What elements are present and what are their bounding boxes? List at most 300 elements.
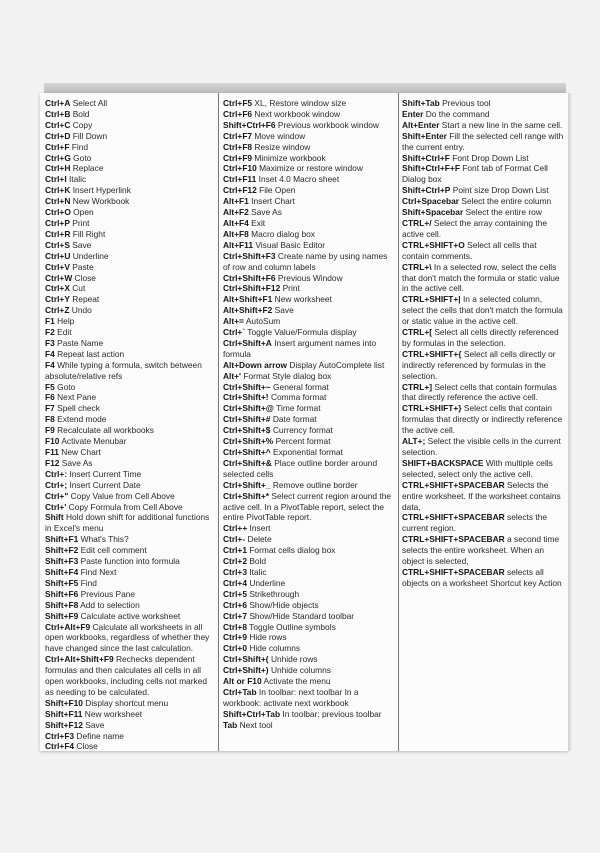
shortcut-key: Ctrl+Shift+F6 — [223, 272, 276, 283]
shortcut-description: Unhide columns — [270, 665, 331, 676]
shortcut-key: Shift+Ctrl+Tab — [223, 708, 281, 719]
shortcut-entry — [223, 305, 395, 316]
shortcut-description: Percent format — [275, 436, 331, 447]
shortcut-key: Alt+F8 — [223, 228, 249, 239]
shortcut-key: Ctrl+Tab — [223, 686, 257, 697]
shortcut-entry — [223, 392, 395, 403]
shortcut-key: Alt+F1 — [223, 196, 249, 207]
shortcut-description: AutoSum — [245, 316, 281, 327]
shortcut-key: Ctrl+0 — [223, 643, 247, 654]
shortcut-key: Alt+F2 — [223, 207, 249, 218]
shortcut-entry — [45, 512, 215, 534]
shortcut-entry — [223, 425, 395, 436]
shortcut-key: Shift+F8 — [45, 599, 79, 610]
shortcut-entry — [223, 545, 395, 556]
shortcut-description: Remove outline border — [272, 479, 358, 490]
shortcut-entry — [45, 480, 215, 491]
shortcut-description: Activate the menu — [263, 676, 331, 687]
shortcut-key: Ctrl+Shift+A — [223, 337, 272, 348]
shortcut-description: Font Drop Down List — [452, 152, 529, 163]
shortcut-entry — [45, 720, 215, 731]
shortcut-description: Underline — [72, 250, 109, 261]
shortcut-entry — [223, 567, 395, 578]
shortcut-description: Next workbook window — [254, 108, 341, 119]
shortcut-key: CTRL+SHIFT+} — [402, 403, 462, 414]
shortcut-entry — [45, 305, 215, 316]
shortcut-entry — [45, 425, 215, 436]
shortcut-entry — [402, 458, 565, 480]
shortcut-key: F10 — [45, 436, 60, 447]
shortcut-key: Ctrl+: — [45, 468, 68, 479]
shortcut-key: Ctrl+2 — [223, 556, 247, 567]
shortcut-description: New Workbook — [72, 196, 130, 207]
shortcut-key: Alt+Down arrow — [223, 359, 287, 370]
shortcut-description: Place outline border around selected cells — [223, 457, 378, 479]
shortcut-key: Ctrl+B — [45, 108, 71, 119]
shortcut-entry — [45, 142, 215, 153]
shortcut-key: Ctrl+K — [45, 185, 71, 196]
shortcut-description: Exponential format — [273, 447, 343, 457]
shortcut-description: Goto — [73, 152, 92, 163]
shortcut-entry — [402, 534, 565, 567]
shortcut-entry — [402, 185, 565, 196]
shortcut-entry — [223, 523, 395, 534]
shortcut-description: Format cells dialog box — [249, 545, 336, 556]
shortcut-description: Exit — [251, 217, 266, 228]
shortcut-key: Enter — [402, 108, 424, 119]
shortcut-key: Ctrl+F9 — [223, 152, 253, 163]
shortcut-key: Ctrl+F4 — [45, 741, 75, 751]
shortcut-entry — [45, 469, 215, 480]
shortcut-description: Minimize workbook — [254, 152, 326, 163]
shortcut-description: Delete — [247, 534, 272, 545]
shortcut-key: Shift+F12 — [45, 719, 83, 730]
shortcut-key: Shift+F6 — [45, 588, 79, 599]
shortcut-entry — [223, 654, 395, 665]
shortcut-description: Close — [74, 272, 96, 283]
shortcut-entry — [223, 447, 395, 458]
shortcut-entry — [223, 676, 395, 687]
shortcut-key: Ctrl+H — [45, 163, 71, 174]
shortcut-entry — [223, 709, 395, 720]
shortcut-entry — [402, 480, 565, 513]
shortcut-key: Ctrl+Shift+* — [223, 490, 270, 501]
shortcut-entry — [45, 556, 215, 567]
shortcut-description: Next tool — [239, 719, 273, 730]
shortcut-key: Ctrl+Shift+@ — [223, 403, 274, 414]
shortcut-key: Ctrl+6 — [223, 599, 247, 610]
shortcut-key: F1 — [45, 316, 55, 327]
shortcut-entry — [223, 283, 395, 294]
shortcut-description: Strikethrough — [249, 588, 300, 599]
shortcut-description: Copy Value from Cell Above — [70, 490, 175, 501]
shortcut-description: Insert Chart — [251, 196, 295, 207]
shortcut-description: General format — [273, 381, 329, 392]
shortcut-entry — [45, 491, 215, 502]
shortcut-description: Find Next — [80, 566, 117, 577]
shortcut-entry — [223, 316, 395, 327]
shortcut-entry — [223, 371, 395, 382]
shortcut-entry — [223, 414, 395, 425]
shortcut-key: Ctrl++ — [223, 523, 248, 534]
shortcut-description: Comma format — [270, 392, 327, 403]
shortcut-description: Visual Basic Editor — [255, 239, 326, 250]
shortcut-key: Ctrl+Shift+^ — [223, 447, 271, 457]
shortcut-entry — [223, 98, 395, 109]
shortcut-description: Select all cells directly referenced by formulas in the selection. — [402, 327, 559, 348]
shortcut-entry — [223, 403, 395, 414]
shortcut-entry — [45, 654, 215, 698]
shortcut-key: Ctrl+Alt+Shift+F9 — [45, 654, 114, 665]
shortcut-description: Currency format — [272, 425, 333, 436]
shortcut-key: Shift+F1 — [45, 534, 79, 545]
shortcut-entry — [45, 229, 215, 240]
shortcut-entry — [45, 294, 215, 305]
shortcut-entry — [402, 163, 565, 185]
shortcut-entry — [223, 251, 395, 273]
shortcut-description: Edit cell comment — [80, 545, 147, 556]
shortcut-entry — [45, 251, 215, 262]
shortcut-description: Insert Hyperlink — [72, 185, 131, 196]
shortcut-description: Repeat — [72, 294, 100, 305]
shortcut-description: Select the visible cells in the current selection. — [402, 436, 561, 457]
shortcut-key: Ctrl+N — [45, 196, 71, 207]
shortcut-description: Save — [72, 239, 92, 250]
shortcut-key: Tab — [223, 719, 238, 730]
shortcut-description: New Chart — [61, 447, 101, 457]
shortcut-key: Ctrl+Shift+) — [223, 665, 269, 676]
shortcut-entry — [402, 294, 565, 327]
shortcut-entry — [402, 436, 565, 458]
shortcut-key: Shift+Ctrl+F+F — [402, 163, 460, 174]
shortcut-key: Ctrl+Shift+# — [223, 414, 271, 425]
shortcut-entry — [223, 665, 395, 676]
shortcut-key: Shift+Ctrl+P — [402, 185, 451, 196]
shortcut-entry — [45, 741, 215, 751]
shortcut-key: F4 — [45, 359, 55, 370]
shortcut-entry — [402, 403, 565, 436]
shortcut-description: In toolbar: previous toolbar — [282, 708, 382, 719]
shortcut-key: Ctrl+Shift+~ — [223, 381, 271, 392]
shortcut-key: Ctrl+" — [45, 490, 69, 501]
shortcut-entry — [223, 131, 395, 142]
shortcut-key: Ctrl+F10 — [223, 163, 257, 174]
shortcut-entry — [402, 98, 565, 109]
shortcut-description: Recalculate all workbooks — [57, 425, 154, 436]
shortcut-key: Ctrl+F3 — [45, 730, 75, 741]
shortcut-key: Ctrl+9 — [223, 632, 247, 643]
shortcut-description: Next Pane — [57, 392, 97, 403]
shortcut-key: Alt or F10 — [223, 676, 262, 687]
shortcut-key: Ctrl+C — [45, 119, 71, 130]
shortcut-description: Start a new line in the same cell. — [441, 119, 563, 130]
shortcut-description: Fill the selected cell range with the current entry. — [402, 130, 564, 152]
shortcut-entry — [223, 360, 395, 371]
shortcut-key: F12 — [45, 457, 60, 468]
shortcut-entry — [45, 98, 215, 109]
shortcut-description: Calculate all worksheets in all open workbooks, regardless of whether they have changed since the last calculation. — [45, 621, 210, 654]
shortcut-entry — [45, 545, 215, 556]
shortcut-description: Font tab of Format Cell Dialog box — [402, 163, 548, 185]
shortcut-key: Ctrl+F8 — [223, 141, 253, 152]
shortcut-entry — [223, 687, 395, 709]
shortcut-description: Select All — [72, 98, 108, 108]
shortcut-entry — [223, 458, 395, 480]
shortcut-key: Shift+F11 — [45, 708, 83, 719]
shortcut-description: Do the command — [425, 108, 490, 119]
shortcut-entry — [223, 229, 395, 240]
shortcut-entry — [402, 382, 565, 404]
shortcut-key: Ctrl+5 — [223, 588, 247, 599]
shortcut-key: Ctrl+Shift+_ — [223, 479, 271, 490]
shortcut-key: Ctrl+O — [45, 207, 71, 218]
shortcut-key: Ctrl+; — [45, 479, 68, 490]
shortcut-key: Shift+Tab — [402, 98, 440, 108]
shortcut-entry — [223, 327, 395, 338]
shortcut-key: Ctrl+` — [223, 327, 246, 338]
shortcut-key: F7 — [45, 403, 55, 414]
shortcut-key: Ctrl+Y — [45, 294, 70, 305]
shortcut-description: Insert — [249, 523, 271, 534]
shortcut-description: Hide rows — [249, 632, 287, 643]
shortcut-description: Spell check — [57, 403, 100, 414]
shortcut-description: Macro dialog box — [251, 228, 315, 239]
shortcut-description: Select all cells directly or indirectly referenced by formulas in the selection. — [402, 348, 556, 381]
shortcut-entry — [45, 109, 215, 120]
shortcut-description: Close — [76, 741, 98, 751]
shortcut-description: Display shortcut menu — [85, 697, 169, 708]
shortcut-description: Select all cells that contain comments. — [402, 239, 537, 261]
shortcut-key: Alt+' — [223, 370, 242, 381]
shortcut-entry — [223, 338, 395, 360]
shortcut-description: Select cells that contain formulas that directly reference the active cell. — [402, 381, 557, 403]
shortcut-description: Add to selection — [80, 599, 140, 610]
shortcut-key: Ctrl+Spacebar — [402, 196, 460, 207]
shortcut-description: Fill Right — [72, 228, 106, 239]
shortcut-entry — [223, 120, 395, 131]
shortcut-key: Ctrl+G — [45, 152, 71, 163]
shortcut-entry — [223, 600, 395, 611]
shortcut-description: selects the current region. — [402, 512, 548, 534]
shortcut-description: Insert Current Date — [69, 479, 141, 490]
shortcut-description: Cut — [72, 283, 86, 294]
shortcut-key: Ctrl+S — [45, 239, 70, 250]
shortcut-entry — [45, 262, 215, 273]
shortcut-description: Point size Drop Down List — [452, 185, 549, 196]
shortcut-description: In a selected row, select the cells that don't match the formula or static value in the active cell. — [402, 261, 560, 294]
shortcut-entry — [45, 283, 215, 294]
shortcut-entry — [402, 109, 565, 120]
shortcut-key: Ctrl+Shift+& — [223, 457, 272, 468]
shortcut-entry — [45, 698, 215, 709]
shortcut-key: Ctrl+- — [223, 534, 246, 545]
shortcut-key: Ctrl+Alt+F9 — [45, 621, 91, 632]
shortcut-entry — [45, 153, 215, 164]
shortcut-column-1 — [40, 93, 218, 751]
shortcut-description: Previous workbook window — [277, 119, 379, 130]
shortcut-entry — [223, 622, 395, 633]
shortcut-key: Alt+Shift+F1 — [223, 294, 273, 305]
shortcut-key: CTRL+SHIFT+SPACEBAR — [402, 534, 505, 545]
shortcut-key: Ctrl+Shift+F3 — [223, 250, 276, 261]
shortcut-description: Rechecks dependent formulas and then calculates all cells in all open workbooks, including cells not marked as needing to be calculated. — [45, 654, 208, 697]
shortcut-entry — [45, 207, 215, 218]
shortcut-entry — [45, 120, 215, 131]
shortcut-description: Select current region around the active cell. In a PivotTable report, select the entire PivotTable report. — [223, 490, 392, 523]
shortcut-entry — [223, 294, 395, 305]
shortcut-entry — [45, 174, 215, 185]
shortcut-description: Select the entire column — [461, 196, 552, 207]
shortcut-entry — [223, 240, 395, 251]
shortcut-entry — [402, 240, 565, 262]
shortcut-column-2 — [218, 93, 398, 751]
shortcut-entry — [45, 589, 215, 600]
shortcut-key: Ctrl+Shift+( — [223, 654, 269, 665]
shortcut-entry — [402, 349, 565, 382]
shortcut-description: Time format — [276, 403, 321, 414]
shortcut-description: While typing a formula, switch between absolute/relative refs — [45, 359, 202, 381]
shortcut-description: Repeat last action — [57, 348, 125, 359]
shortcut-entry — [45, 403, 215, 414]
shortcut-key: Alt+= — [223, 316, 244, 327]
shortcut-key: Shift+F3 — [45, 556, 79, 567]
shortcut-description: In a selected column, select the cells that don't match the formula or static value in the active cell. — [402, 294, 563, 327]
shortcut-entry — [45, 382, 215, 393]
shortcut-entry — [223, 611, 395, 622]
shortcut-entry — [223, 207, 395, 218]
shortcut-key: Ctrl+4 — [223, 577, 247, 588]
shortcut-description: What's This? — [80, 534, 129, 545]
shortcut-key: F3 — [45, 337, 55, 348]
shortcut-entry — [223, 436, 395, 447]
shortcut-description: Hide columns — [249, 643, 301, 654]
shortcut-description: Select cells that contain formulas that directly or indirectly reference the active cell. — [402, 403, 563, 436]
shortcut-entry — [223, 163, 395, 174]
shortcut-key: CTRL+SHIFT+{ — [402, 348, 462, 359]
shortcut-description: Date format — [272, 414, 317, 425]
shortcut-description: Save — [85, 719, 105, 730]
shortcut-key: Ctrl+F6 — [223, 108, 253, 119]
shortcut-key: CTRL+\ — [402, 261, 432, 272]
shortcut-key: Shift+Spacebar — [402, 207, 464, 218]
shortcut-entry — [45, 578, 215, 589]
shortcut-entry — [223, 153, 395, 164]
shortcut-description: Copy — [72, 119, 93, 130]
shortcut-entry — [45, 131, 215, 142]
shortcut-description: Save As — [251, 207, 282, 218]
shortcut-description: Define name — [76, 730, 124, 741]
shortcut-entry — [223, 218, 395, 229]
shortcut-entry — [45, 447, 215, 458]
box-top-edge — [44, 83, 566, 93]
shortcut-entry — [223, 273, 395, 284]
shortcut-entry — [45, 327, 215, 338]
shortcut-entry — [45, 392, 215, 403]
shortcut-description: Underline — [249, 577, 286, 588]
shortcut-description: Save — [274, 305, 294, 316]
shortcut-key: Ctrl+3 — [223, 566, 247, 577]
shortcut-entry — [45, 273, 215, 284]
shortcut-key: Shift+F10 — [45, 697, 83, 708]
shortcut-description: Resize window — [254, 141, 311, 152]
shortcut-description: Help — [57, 316, 75, 327]
shortcut-description: Fill Down — [72, 130, 108, 141]
shortcut-entry — [223, 196, 395, 207]
shortcut-key: F9 — [45, 425, 55, 436]
shortcut-entry — [223, 382, 395, 393]
shortcut-entry — [45, 218, 215, 229]
shortcut-key: Ctrl+Shift+% — [223, 436, 274, 447]
shortcut-entry — [45, 349, 215, 360]
shortcut-entry — [45, 360, 215, 382]
shortcut-key: Ctrl+7 — [223, 610, 247, 621]
shortcut-entry — [402, 218, 565, 240]
shortcut-description: Extend mode — [57, 414, 107, 425]
shortcut-description: Find — [80, 577, 97, 588]
shortcut-key: F6 — [45, 392, 55, 403]
shortcut-description: Hold down shift for additional functions in Excel's menu — [45, 512, 210, 534]
shortcut-key: Shift+Ctrl+F6 — [223, 119, 276, 130]
shortcut-description: Italic — [68, 174, 87, 185]
shortcut-entry — [402, 207, 565, 218]
shortcut-entry — [45, 316, 215, 327]
shortcut-entry — [45, 458, 215, 469]
shortcut-entry — [223, 109, 395, 120]
shortcut-key: SHIFT+BACKSPACE — [402, 457, 484, 468]
shortcut-description: New worksheet — [84, 708, 143, 719]
shortcut-description: Show/Hide objects — [249, 599, 319, 610]
shortcut-key: Alt+F4 — [223, 217, 249, 228]
shortcut-key: F8 — [45, 414, 55, 425]
shortcut-key: Ctrl+F7 — [223, 130, 253, 141]
shortcut-description: Activate Menubar — [61, 436, 127, 447]
shortcut-entry — [402, 262, 565, 295]
shortcut-entry — [223, 589, 395, 600]
shortcut-description: Insert argument names into formula — [223, 337, 377, 359]
shortcut-description: selects all objects on a worksheet Shortcut key Action — [402, 566, 562, 588]
shortcut-description: Toggle Outline symbols — [249, 621, 336, 632]
shortcut-description: Paste function into formula — [80, 556, 180, 567]
shortcut-key: Ctrl+Shift+$ — [223, 425, 271, 436]
shortcut-description: Edit — [57, 327, 72, 338]
shortcut-key: Ctrl+R — [45, 228, 71, 239]
shortcut-key: Shift — [45, 512, 64, 523]
shortcut-description: Previous Pane — [80, 588, 136, 599]
shortcut-description: Toggle Value/Formula display — [247, 327, 357, 338]
shortcut-description: Move window — [254, 130, 306, 141]
shortcut-description: XL, Restore window size — [254, 98, 347, 108]
shortcut-description: In toolbar: next toolbar In a workbook: activate next workbook — [223, 686, 359, 708]
shortcut-description: Format Style dialog box — [243, 370, 332, 381]
shortcut-key: Shift+F4 — [45, 566, 79, 577]
shortcut-key: CTRL+SHIFT+SPACEBAR — [402, 512, 505, 523]
shortcut-entry — [45, 611, 215, 622]
shortcut-entry — [223, 174, 395, 185]
shortcut-description: File Open — [259, 185, 296, 196]
shortcut-key: F4 — [45, 348, 55, 359]
shortcut-description: Previous Window — [277, 272, 343, 283]
shortcut-reference-card — [40, 93, 568, 751]
shortcut-description: Display AutoComplete list — [289, 359, 385, 370]
shortcut-key: Ctrl+Shift+F12 — [223, 283, 281, 294]
shortcut-entry — [402, 327, 565, 349]
shortcut-entry — [45, 567, 215, 578]
shortcut-entry — [45, 414, 215, 425]
shortcut-key: Ctrl+' — [45, 501, 67, 512]
shortcut-key: Shift+F9 — [45, 610, 79, 621]
shortcut-description: Open — [73, 207, 94, 218]
shortcut-description: Replace — [72, 163, 104, 174]
